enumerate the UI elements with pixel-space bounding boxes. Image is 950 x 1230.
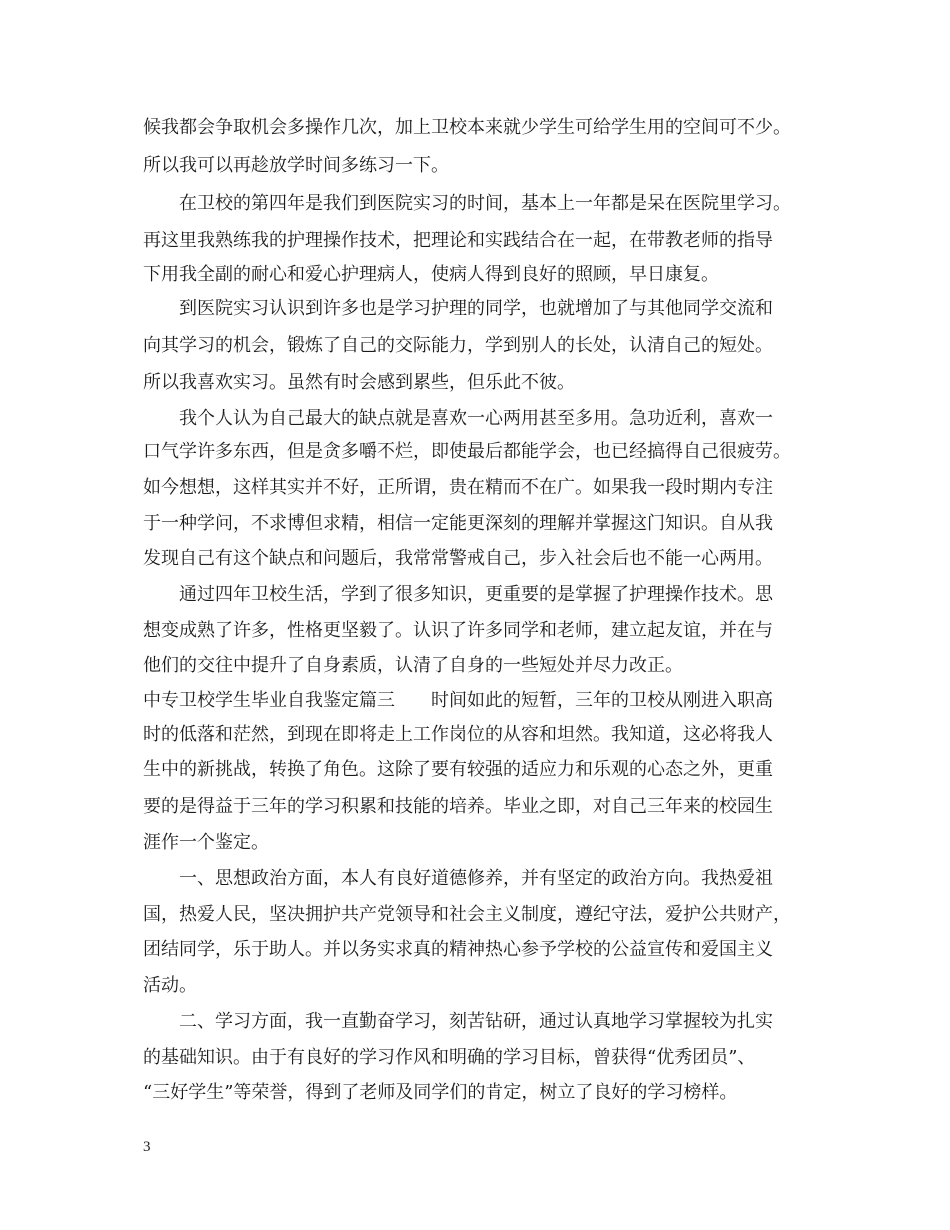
text-line: 候我都会争取机会多操作几次，加上卫校本来就少学生可给学生用的空间可不少。	[143, 117, 791, 138]
text-line: 向其学习的机会，锻炼了自己的交际能力，学到别人的长处，认清自己的短处。	[143, 335, 773, 356]
text-line: 涯作一个鉴定。	[143, 832, 269, 853]
text-line: 口气学许多东西，但是贪多嚼不烂，即使最后都能学会，也已经搞得自己很疲劳。	[143, 441, 791, 462]
text-line: 通过四年卫校生活，学到了很多知识，更重要的是掌握了护理操作技术。思	[143, 584, 773, 605]
text-line: 二、学习方面，我一直勤奋学习，刻苦钻研，通过认真地学习掌握较为扎实	[143, 1011, 773, 1032]
text-line: 再这里我熟练我的护理操作技术，把理论和实践结合在一起，在带教老师的指导	[143, 230, 773, 251]
text-line: 的基础知识。由于有良好的学习作风和明确的学习目标，曾获得“优秀团员”、	[143, 1047, 756, 1068]
text-line: 想变成熟了许多，性格更坚毅了。认识了许多同学和老师，建立起友谊，并在与	[143, 620, 773, 641]
text-line: 于一种学问，不求博但求精，相信一定能更深刻的理解并掌握这门知识。自从我	[143, 513, 773, 534]
text-line: 在卫校的第四年是我们到医院实习的时间，基本上一年都是呆在医院里学习。	[143, 193, 791, 214]
text-line: 发现自己有这个缺点和问题后，我常常警戒自己，步入社会后也不能一心两用。	[143, 548, 773, 569]
text-line: 到医院实习认识到许多也是学习护理的同学，也就增加了与其他同学交流和	[143, 298, 773, 319]
text-line: 活动。	[143, 975, 197, 996]
text-line: 所以我可以再趁放学时间多练习一下。	[143, 155, 449, 176]
text-line: 时的低落和茫然，到现在即将走上工作岗位的从容和坦然。我知道，这必将我人	[143, 724, 773, 745]
text-line: “三好学生”等荣誉，得到了老师及同学们的肯定，树立了良好的学习榜样。	[143, 1082, 738, 1103]
text-line: 下用我全副的耐心和爱心护理病人，使病人得到良好的照顾，早日康复。	[143, 264, 719, 285]
text-line: 他们的交往中提升了自身素质，认清了自身的一些短处并尽力改正。	[143, 655, 683, 676]
text-line: 团结同学，乐于助人。并以务实求真的精神热心参予学校的公益宣传和爱国主义	[143, 939, 773, 960]
page-number: 3	[143, 1139, 151, 1155]
text-line: 如今想想，这样其实并不好，正所谓，贵在精而不在广。如果我一段时期内专注	[143, 477, 773, 498]
text-line: 生中的新挑战，转换了角色。这除了要有较强的适应力和乐观的心态之外，更重	[143, 759, 773, 780]
text-line: 一、思想政治方面，本人有良好道德修养，并有坚定的政治方向。我热爱祖	[143, 868, 773, 889]
text-line: 国，热爱人民，坚决拥护共产党领导和社会主义制度，遵纪守法，爱护公共财产，	[143, 904, 791, 925]
section-heading-line: 中专卫校学生毕业自我鉴定篇三 时间如此的短暂，三年的卫校从刚进入职高	[143, 690, 773, 711]
text-line: 我个人认为自己最大的缺点就是喜欢一心两用甚至多用。急功近利，喜欢一	[143, 408, 773, 429]
text-line: 要的是得益于三年的学习积累和技能的培养。毕业之即，对自己三年来的校园生	[143, 796, 773, 817]
text-line: 所以我喜欢实习。虽然有时会感到累些，但乐此不彼。	[143, 372, 575, 393]
